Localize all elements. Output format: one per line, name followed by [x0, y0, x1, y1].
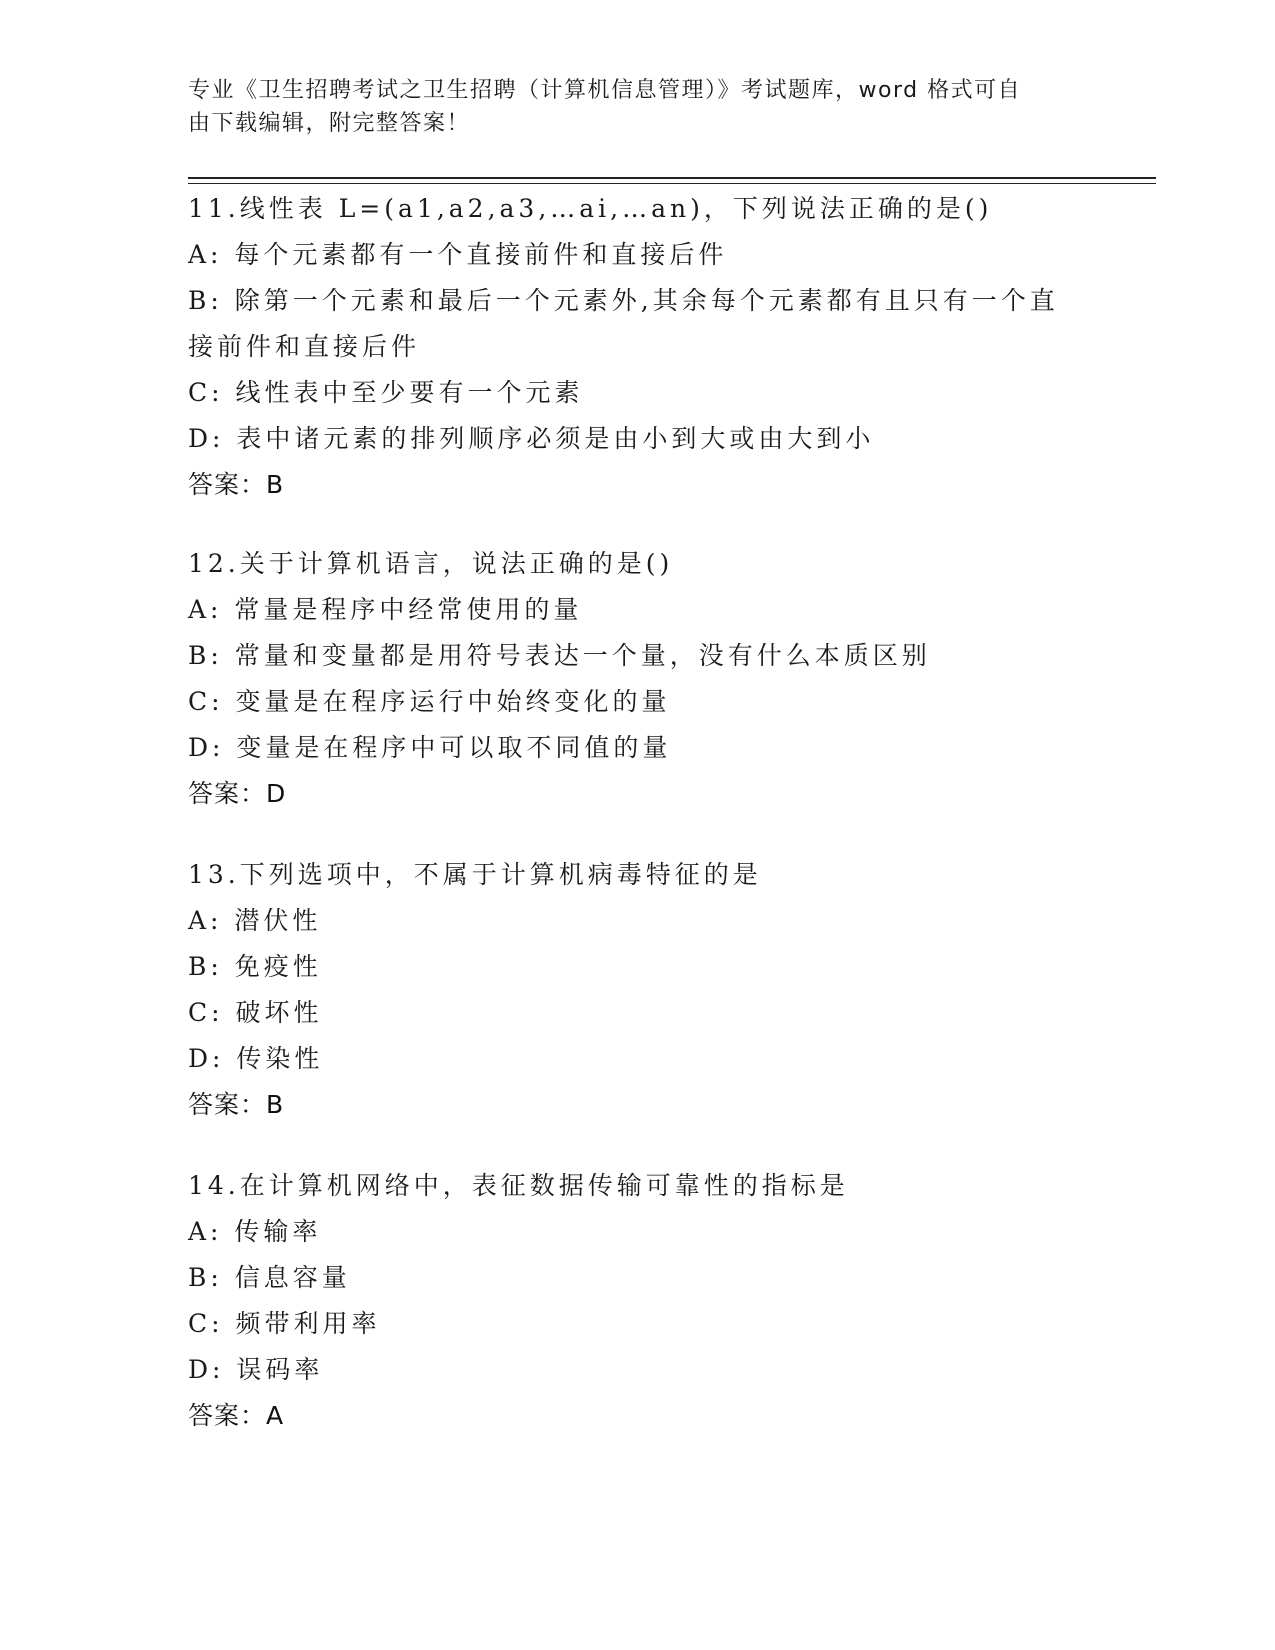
answer: 答案：B — [188, 1090, 285, 1119]
question-12 — [188, 541, 1088, 817]
option-a: A: 传输率 — [188, 1217, 322, 1246]
header-divider-thin — [188, 183, 1156, 184]
option-b: B: 免疫性 — [188, 952, 322, 981]
option-a: A: 每个元素都有一个直接前件和直接后件 — [188, 240, 728, 269]
answer: 答案：B — [188, 470, 285, 499]
option-b: B: 常量和变量都是用符号表达一个量，没有什么本质区别 — [188, 641, 931, 670]
option-d: D: 变量是在程序中可以取不同值的量 — [188, 733, 672, 762]
answer: 答案：D — [188, 779, 287, 808]
option-a: A: 潜伏性 — [188, 906, 322, 935]
option-d: D: 表中诸元素的排列顺序必须是由小到大或由大到小 — [188, 424, 875, 453]
question-13 — [188, 852, 1088, 1128]
option-b: B: 除第一个元素和最后一个元素外,其余每个元素都有且只有一个直 — [188, 286, 1059, 315]
question-11 — [188, 186, 1088, 508]
option-d: D: 传染性 — [188, 1044, 324, 1073]
header-line-1: 专业《卫生招聘考试之卫生招聘（计算机信息管理）》考试题库，word 格式可自 — [188, 78, 1022, 103]
question-stem: 11.线性表 L=(a1,a2,a3,…ai,…an)，下列说法正确的是() — [188, 194, 993, 223]
option-c: C: 频带利用率 — [188, 1309, 381, 1338]
option-b-continued: 接前件和直接后件 — [188, 332, 421, 361]
option-a: A: 常量是程序中经常使用的量 — [188, 595, 583, 624]
option-c: C: 破坏性 — [188, 998, 323, 1027]
question-stem: 12.关于计算机语言，说法正确的是() — [188, 549, 674, 578]
question-14 — [188, 1163, 1088, 1439]
header-line-2: 由下载编辑，附完整答案！ — [188, 111, 471, 136]
question-stem: 14.在计算机网络中，表征数据传输可靠性的指标是 — [188, 1171, 849, 1200]
option-b: B: 信息容量 — [188, 1263, 351, 1292]
option-c: C: 线性表中至少要有一个元素 — [188, 378, 584, 407]
document-header — [188, 74, 1088, 140]
header-divider-thick — [188, 177, 1156, 179]
option-c: C: 变量是在程序运行中始终变化的量 — [188, 687, 671, 716]
option-d: D: 误码率 — [188, 1355, 324, 1384]
answer: 答案：A — [188, 1401, 285, 1430]
question-stem: 13.下列选项中，不属于计算机病毒特征的是 — [188, 860, 762, 889]
